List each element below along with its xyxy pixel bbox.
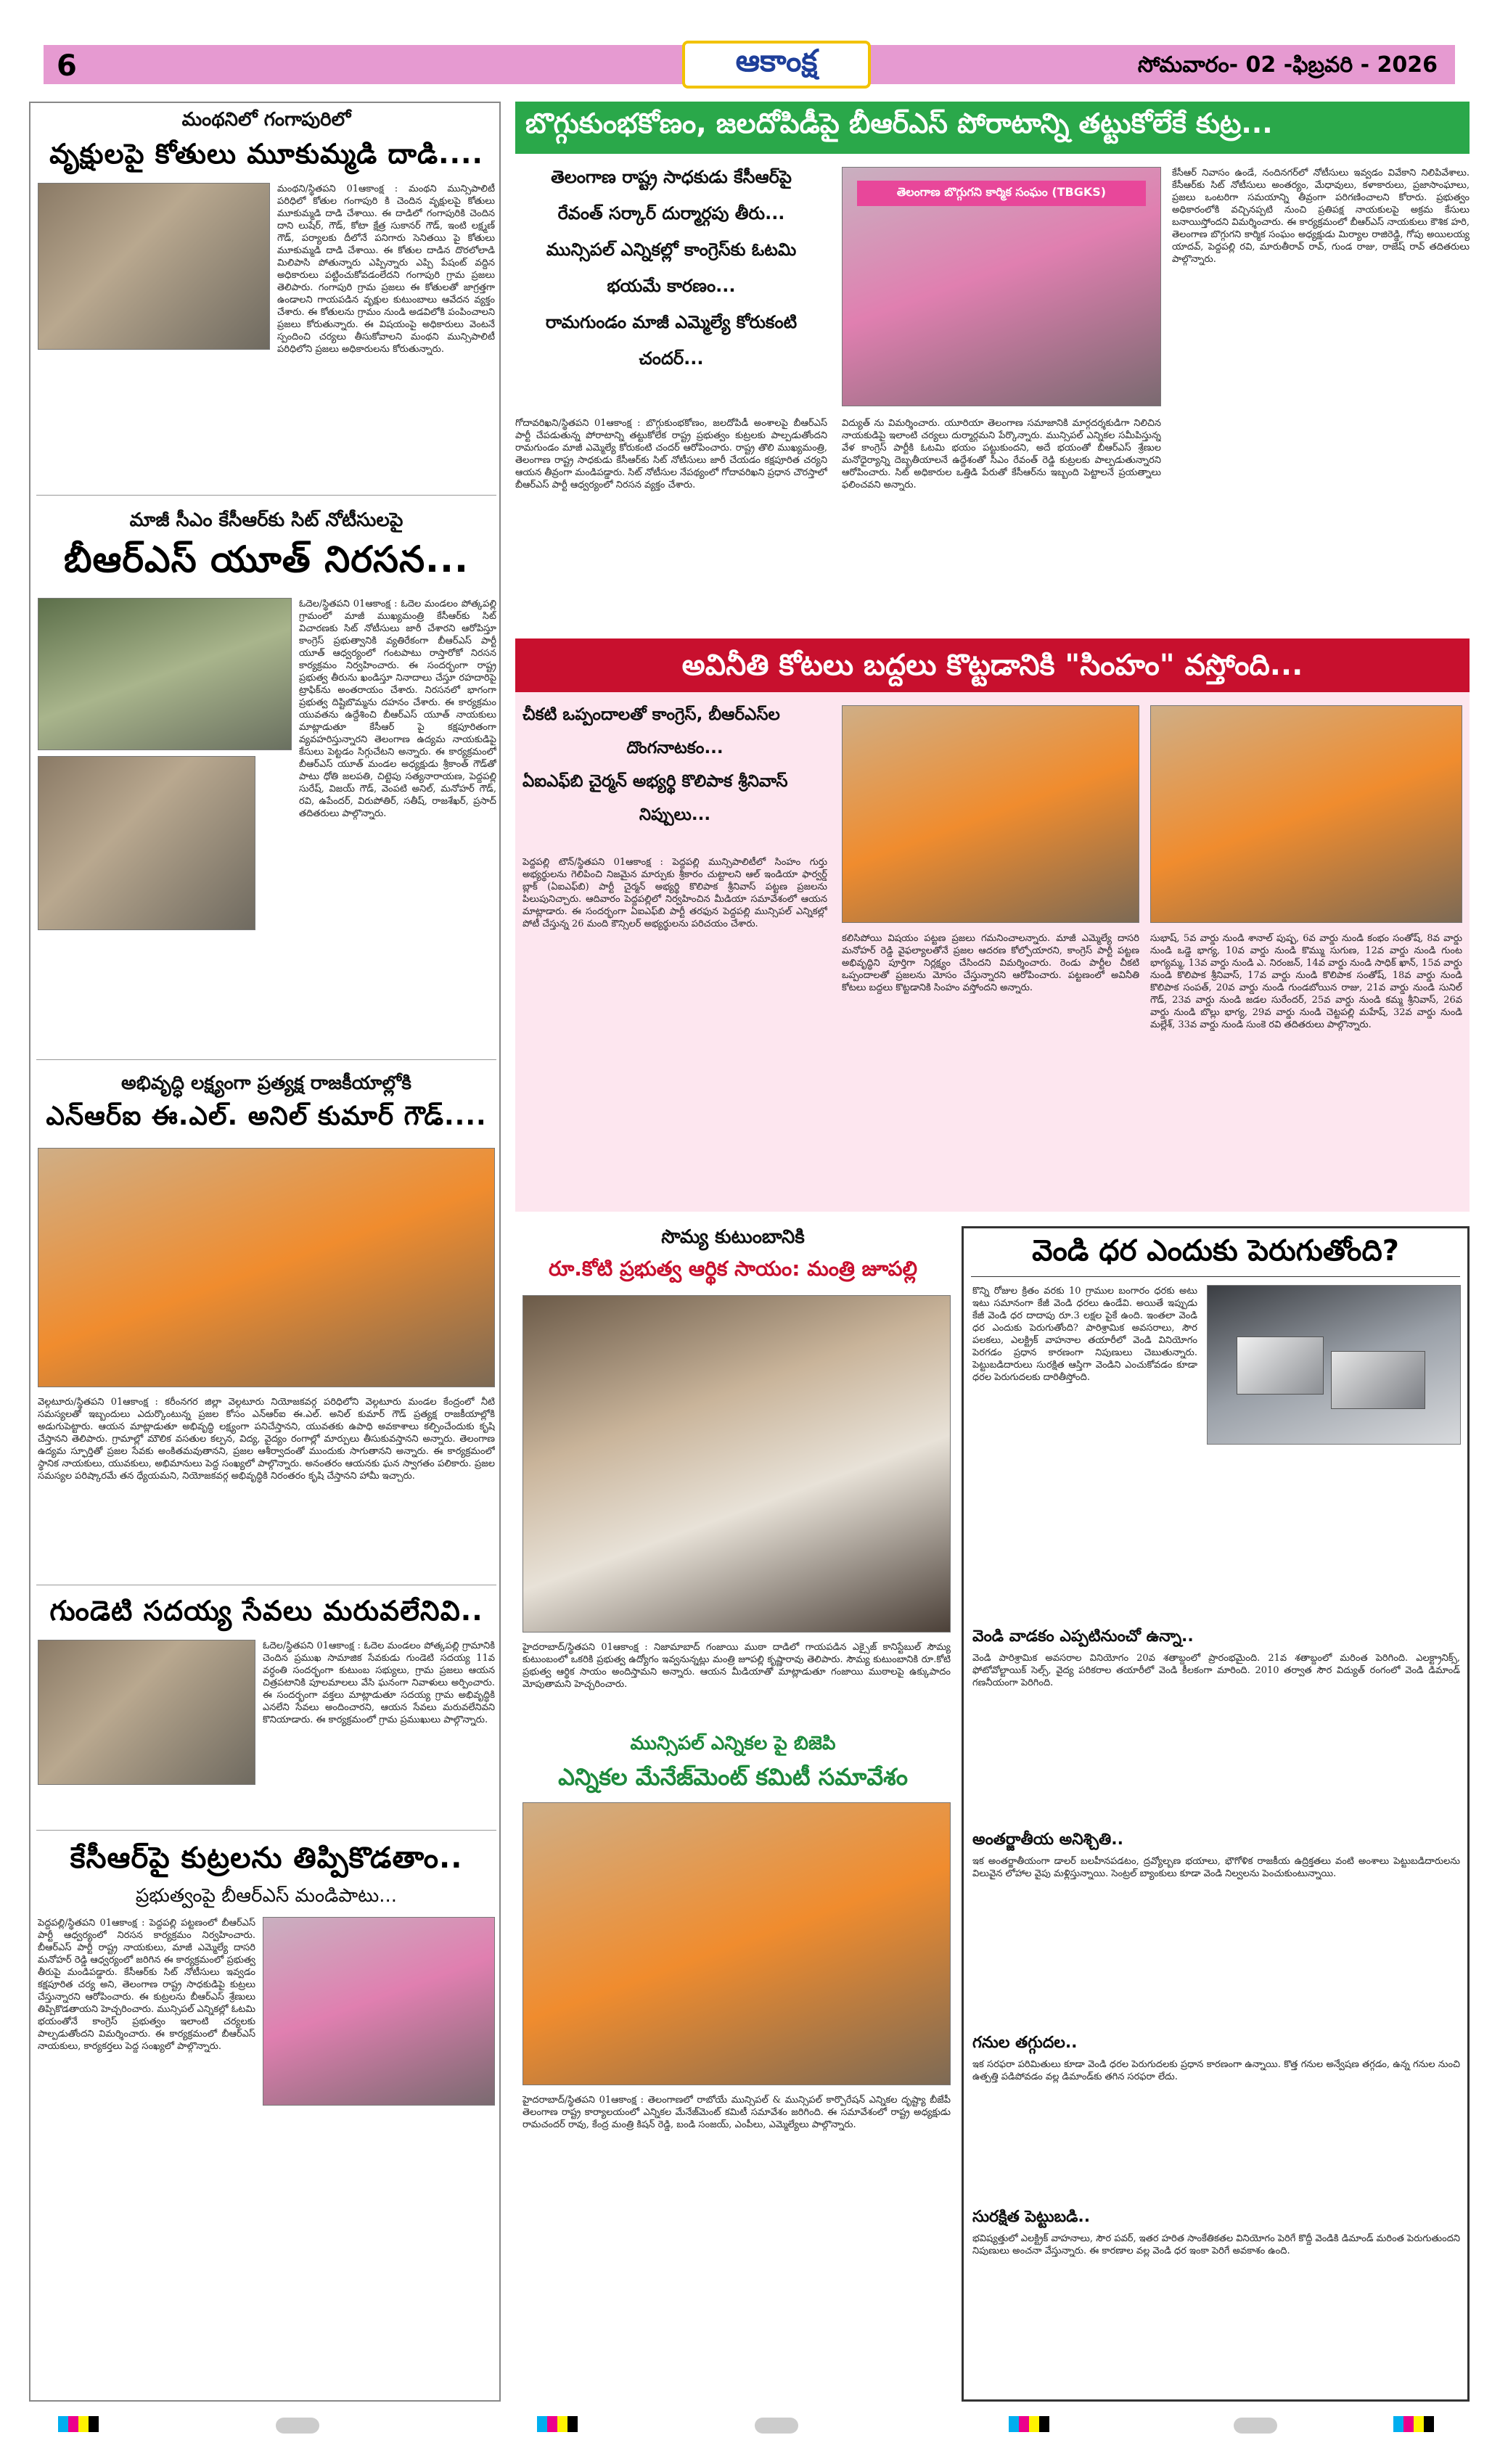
story4-body: ఓదెల/స్థితపని 01ఆకాంక్ష : ఓదెల మండలం పోత్కపల్లి గ్రామానికి చెందిన ప్రముఖ సామాజిక సేవకుడు గుండెటి సదయ్య 11వ వర్ధంతి సందర్భంగా కుటుంబ సభ్యులు, గ్రామ ప్రజలు ఆయన చిత్రపటానికి పూలమాలలు వేసి ఘనంగా నివాళులు అర్పించారు. ఈ సందర్భంగా వక్తలు మాట్లాడుతూ సదయ్య గ్రామ అభివృద్ధికి ఎనలేని సేవలు అందించారని, ఆయన సేవలు మరువలేనివని కొనియాడారు. ఈ కార్యక్రమంలో గ్రామ ప్రముఖులు పాల్గొన్నారు. <box>263 1640 495 1725</box>
middle-line: చీకటి ఒప్పందాలతో కాంగ్రెస్, బీఆర్ఎస్‌ల <box>522 705 780 724</box>
story2-body: ఓదెల/స్థితపని 01ఆకాంక్ష : ఓదెల మండలం పోత్కపల్లి గ్రామంలో మాజీ ముఖ్యమంత్రి కేసీఆర్‌కు సిట్ విచారణకు సిట్ నోటీసులు జారీ చేశారని ఆరోపిస్తూ కాంగ్రెస్ ప్రభుత్వానికి వ్యతిరేకంగా బీఆర్ఎస్ పార్టీ యూత్ ఆధ్వర్యంలో గంటపాటు రాస్తారోకో నిరసన కార్యక్రమం నిర్వహించారు. ఈ సందర్భంగా రాష్ట్ర ప్రభుత్వ తీరును ఖండిస్తూ నినాదాలు చేస్తూ రహదారిపై ట్రాఫిక్‌ను అంతరాయం చేశారు. నిరసనలో భాగంగా ప్రభుత్వ దిష్టిబొమ్మను దహనం చేశారు. ఈ కార్యక్రమం యువతను ఉద్దేశించి బీఆర్ఎస్ యూత్ నాయకులు మాట్లాడుతూ కేసీఆర్ పై కక్షపూరితంగా వ్యవహరిస్తున్నారని తెలంగాణ ఉద్యమ నాయకుడిపై కేసులు పెట్టడం సిగ్గుచేటని అన్నారు. ఈ కార్యక్రమంలో బీఆర్ఎస్ యూత్ మండల అధ్యక్షుడు శ్రీకాంత్ గౌడ్‌తో పాటు ధోతి జలపతి, చిట్టెపు సత్యనారాయణ, పెద్దపల్లి సురేష్, విజయ్ గౌడ్, వెంపటి అనిల్, మనోహర్ గౌడ్, రవి, ఉపేందర్, విరుపోతిర్, సతీష్, రాజశేఖర్, ప్రసాద్ తదితరులు పాల్గొన్నారు. <box>299 599 496 819</box>
story4-photo <box>38 1640 255 1785</box>
silver-bar-shape <box>1237 1336 1324 1395</box>
story3-body: వెల్గటూరు/స్థితపని 01ఆకాంక్ష : కరీంనగర జిల్లా వెల్గటూరు నియోజకవర్గ పరిధిలోని వెల్గటూరు మండల కేంద్రంలో నీటి సమస్యలతో ఇబ్బందులు ఎదుర్కొంటున్న ప్రజల కోసం ఎన్ఆర్ఐ ఈ.ఎల్. అనిల్ కుమార్ గౌడ్ ప్రత్యక్ష రాజకీయాల్లోకి అడుగుపెట్టారు. ఆయన మాట్లాడుతూ అభివృద్ధి లక్ష్యంగా పనిచేస్తానని, యువతకు ఉపాధి అవకాశాలు కల్పించేందుకు కృషి చేస్తానని తెలిపారు. గ్రామాల్లో మౌలిక వసతుల కల్పన, విద్య, వైద్యం రంగాల్లో మార్పులు తీసుకువస్తానని అన్నారు. తెలంగాణ ఉద్యమ స్ఫూర్తితో ప్రజల సేవకు అంకితమవుతానని, ప్రజల ఆశీర్వాదంతో ముందుకు సాగుతానని అన్నారు. ఈ కార్యక్రమంలో స్థానిక నాయకులు, యువకులు, అభిమానులు పెద్ద సంఖ్యలో పాల్గొన్నారు. అనంతరం ఆయనకు ఘన స్వాగతం పలికారు. ప్రజల సమస్యల పరిష్కారమే తన ధ్యేయమని, నియోజకవర్గ అభివృద్ధికి నిరంతరం కృషి చేస్తానని హామీ ఇచ్చారు. <box>38 1397 495 1482</box>
reg-swatch <box>1414 2416 1424 2432</box>
masthead-title: ఆకాంక్ష <box>735 43 818 78</box>
page-date: సోమవారం- 02 -ఫిబ్రవరి - 2026 <box>1137 52 1438 78</box>
top-photo-banner-text: తెలంగాణ బొగ్గుగని కార్మిక సంఘం (TBGKS) <box>857 181 1146 206</box>
masthead-logo <box>682 41 871 89</box>
story2-kicker: మాజీ సీఎం కేసీఆర్‌కు సిట్ నోటీసులపై <box>129 509 403 531</box>
silver-headline: వెండి ధర ఎందుకు పెరుగుతోంది? <box>1032 1234 1399 1268</box>
silver-subhead-2: అంతర్జాతీయ అనిశ్చితి.. <box>972 1831 1123 1849</box>
top-line: రేవంత్ సర్కార్ దుర్మార్గపు తీరు... <box>557 203 785 223</box>
silver-body-5: భవిష్యత్తులో ఎలక్ట్రిక్ వాహనాలు, సౌర పవర్, ఇతర హరిత సాంకేతికతల వినియోగం పెరిగే కొద్దీ వెండికి డిమాండ్ మరింత పెరుగుతుందని నిపుణులు అంచనా వేస్తున్నారు. ఈ కారణాల వల్ల వెండి ధర ఇంకా పెరిగే అవకాశం ఉంది. <box>972 2233 1460 2256</box>
page-number: 6 <box>57 49 77 83</box>
story5-body: పెద్దపల్లి/స్థితపని 01ఆకాంక్ష : పెద్దపల్లి పట్టణంలో బీఆర్ఎస్ పార్టీ ఆధ్వర్యంలో నిరసన కార్యక్రమం నిర్వహించారు. బీఆర్ఎస్ పార్టీ రాష్ట్ర నాయకులు, మాజీ ఎమ్మెల్యే దాసరి మనోహర్ రెడ్డి ఆధ్వర్యంలో జరిగిన ఈ కార్యక్రమంలో ప్రభుత్వ తీరుపై మండిపడ్డారు. కేసీఆర్‌కు సిట్ నోటీసులు ఇవ్వడం కక్షపూరిత చర్య అని, తెలంగాణ రాష్ట్ర సాధకుడిపై కుట్రలు చేస్తున్నారని ఆరోపించారు. ఈ కుట్రలను బీఆర్ఎస్ శ్రేణులు తిప్పికొడతాయని హెచ్చరించారు. మున్సిపల్ ఎన్నికల్లో ఓటమి భయంతోనే కాంగ్రెస్ ప్రభుత్వం ఇలాంటి చర్యలకు పాల్పడుతోందని విమర్శించారు. ఈ కార్యక్రమంలో బీఆర్ఎస్ నాయకులు, కార్యకర్తలు పెద్ద సంఖ్యలో పాల్గొన్నారు. <box>38 1918 255 2052</box>
silver-body-3: ఇక అంతర్జాతీయంగా డాలర్ బలహీనపడటం, ద్రవ్యోల్బణ భయాలు, భౌగోళిక రాజకీయ ఉద్రిక్తతలు వంటి అంశాలు పెట్టుబడిదారులను విలువైన లోహాల వైపు మళ్లిస్తున్నాయి. సెంట్రల్ బ్యాంకులు కూడా వెండి నిల్వలను పెంచుకుంటున్నాయి. <box>972 1856 1460 1879</box>
top-line: తెలంగాణ రాష్ట్ర సాధకుడు కేసీఆర్‌పై <box>551 167 792 187</box>
middle-photo-2 <box>1150 705 1462 923</box>
silver-photo <box>1207 1285 1461 1445</box>
color-registration-mark <box>537 2416 578 2432</box>
middle-photo-1 <box>842 705 1139 923</box>
silver-body-1b <box>1207 1452 1461 1619</box>
story3-photo <box>38 1148 495 1387</box>
reg-swatch <box>78 2416 89 2432</box>
color-registration-mark <box>1393 2416 1434 2432</box>
story2-headline: బీఆర్ఎస్ యూత్ నిరసన... <box>63 538 470 580</box>
color-registration-mark <box>1009 2416 1049 2432</box>
divider <box>36 1059 496 1060</box>
silver-body-2: వెండి పారిశ్రామిక అవసరాల వినియోగం 20వ శతాబ్దంలో ప్రారంభమైంది. 21వ శతాబ్దంలో మరింత పెరిగింది. ఎలక్ట్రానిక్స్, ఫోటోవోల్టాయిక్ సెల్స్, వైద్య పరికరాల తయారీలో వెండి కీలకంగా మారింది. 2010 తర్వాత సౌర విద్యుత్ రంగంలో వెండి డిమాండ్ గణనీయంగా పెరిగింది. <box>972 1653 1460 1688</box>
reg-swatch <box>567 2416 578 2432</box>
divider <box>36 495 496 496</box>
story1-body: మంథని/స్థితపని 01ఆకాంక్ష : మంథని మున్సిపాలిటీ పరిధిలో కోతుల గంగాపురి కి చెందిన వృక్షులపై కోతులు మూకుమ్మడి దాడి చేశాయి. ఈ దాడిలో గంగాపురికి చెందిన దాని లుషేర్, గౌడ్, కోటా క్షేత్ర సుకానర్ గౌడ్, ఇంటి లక్ష్మణ్ గౌడ్, పర్యాలకు దీలోనే పనిగారు సెనితయి పై కోతులు మూకుమ్మడి దాడి చేశాయి. ఈ కోతుల దాడిన దొరలోలాడి మిలిపాసి పోతున్నారు ఎప్పిన్నారు ఎప్పి పేషంట్ వద్దిన అధికారులు పట్టించుకోవడంలేదని గంగాపురి గ్రామ ప్రజలు తెలిపారు. గంగాపురి గ్రామ ప్రజలు ఈ కోతులతో జాగ్రత్తగా ఉండాలని గాయపడిన వృక్షుల కుటుంబాలు ఆవేదన వ్యక్తం చేశారు. ఈ కోతులను గ్రామం నుండి అడవిలోకి పంపించాలని ప్రజలు కోరుతున్నారు. ఈ విషయంపై అధికారులు వెంటనే స్పందించి చర్యలు తీసుకోవాలని మంథని మున్సిపాలిటీ పరిధిలోని ప్రజలు అధికారులను కోరుతున్నారు. <box>277 184 495 355</box>
reg-swatch <box>1403 2416 1414 2432</box>
middle-lines <box>522 705 827 829</box>
divider <box>971 1276 1460 1277</box>
story5-kicker: ప్రభుత్వంపై బీఆర్ఎస్ మండిపాటు... <box>135 1885 398 1907</box>
top-line: చందర్... <box>639 348 704 369</box>
bjp-photo <box>522 1802 951 2085</box>
reg-swatch <box>1424 2416 1434 2432</box>
left-column <box>29 102 501 2402</box>
story1-headline: వృక్షులపై కోతులు మూకుమ్మడి దాడి.... <box>49 138 483 170</box>
middle-body-c: సుభాష్, 5వ వార్డు నుండి శానాల్ పుష్ప, 6వ వార్డు నుండి కంభం సంతోష్, 8వ వార్డు నుండి ఒడ్డె భాగ్య, 10వ వార్డు నుండి కొమ్ము సుగుణ, 12వ వార్డు నుండి గుంట భాగ్యమ్మ, 13వ వార్డు నుండి ఎ. నిరంజన్, 14వ వార్డు నుండి సాధిక్ ఖాన్, 15వ వార్డు నుండి కొలిపాక శ్రీనివాస్, 17వ వార్డు నుండి కొలిపాక సంతోష్, 18వ వార్డు నుండి కొలిపాక సంపత్, 20వ వార్డు నుండి గుండబోయిన రాజు, 21వ వార్డు నుండి సునిల్ గౌడ్, 23వ వార్డు నుండి జడల సురేందర్, 25వ వార్డు నుండి కమ్మ శ్రీనివాస్, 26వ వార్డు నుండి బొల్లు భాగ్య, 29వ వార్డు నుండి చెట్టపల్లి మహేష్, 32వ వార్డు నుండి మల్లేశ్, 33వ వార్డు నుండి సుంకె రవి తదితరులు పాల్గొన్నారు. <box>1150 933 1462 1030</box>
silver-body-4: ఇక సరఫరా పరిమితులు కూడా వెండి ధరల పెరుగుదలకు ప్రధాన కారణంగా ఉన్నాయి. కొత్త గనుల అన్వేషణ తగ్గడం, ఉన్న గనుల నుంచి ఉత్పత్తి పడిపోవడం వల్ల డిమాండ్‌కు తగిన సరఫరా లేదు. <box>972 2059 1460 2082</box>
top-banner: బొగ్గుకుంభకోణం, జలదోపిడీపై బీఆర్ఎస్ పోరాటాన్ని తట్టుకోలేకే కుట్ర... <box>515 102 1470 154</box>
bjp-kicker: మున్సిపల్ ఎన్నికల పై బిజెపి <box>630 1733 836 1754</box>
story5-photo <box>263 1917 495 2106</box>
top-body-a: గోదావరిఖని/స్థితపని 01ఆకాంక్ష : బొగ్గుకుంభకోణం, జలదోపిడీ అంశాలపై బీఆర్ఎస్ పార్టీ చేపడుతున్న పోరాటాన్ని తట్టుకోలేక రాష్ట్ర ప్రభుత్వం కుట్రలకు పాల్పడుతోందని రామగుండం మాజీ ఎమ్మెల్యే కోరుకంటి చందర్ ఆరోపించారు. రాష్ట్ర తొలి ముఖ్యమంత్రి, తెలంగాణ రాష్ట్ర సాధకుడు కేసీఆర్‌కు సిట్ నోటీసులు జారీ చేయడం కక్షపూరిత చర్యని ఆయన తీవ్రంగా మండిపడ్డారు. సిట్ నోటీసుల నేపథ్యంలో గోదావరిఖని ప్రధాన చౌరస్తాలో బీఆర్ఎస్ పార్టీ ఆధ్వర్యంలో నిరసన వ్యక్తం చేశారు. <box>515 418 827 490</box>
middle-body-a: పెద్దపల్లి టౌన్/స్థితపని 01ఆకాంక్ష : పెద్దపల్లి మున్సిపాలిటీలో సింహం గుర్తు అభ్యర్థులను గెలిపించి నిజమైన మార్పుకు శ్రీకారం చుట్టాలని ఆల్ ఇండియా ఫార్వర్డ్ బ్లాక్ (ఏఐఎఫ్‌బి) పార్టీ చైర్మన్ అభ్యర్థి కొలిపాక శ్రీనివాస్ పట్టణ ప్రజలను పిలుపునిచ్చారు. ఆదివారం పెద్దపల్లిలో నిర్వహించిన మీడియా సమావేశంలో ఆయన మాట్లాడారు. ఈ సందర్భంగా ఏఐఎఫ్‌బి పార్టీ తరఫున పెద్దపల్లి మున్సిపల్ ఎన్నికల్లో పోటీ చేస్తున్న 26 మంది కౌన్సిలర్ అభ్యర్థులను పరిచయం చేశారు. <box>522 857 827 929</box>
silver-subhead-4: సురక్షిత పెట్టుబడి.. <box>972 2208 1091 2226</box>
middle-story-box <box>515 638 1470 1212</box>
story1-photo <box>38 183 270 350</box>
reg-swatch <box>557 2416 567 2432</box>
top-line: రామగుండం మాజీ ఎమ్మెల్యే కోరుకంటి <box>545 312 798 332</box>
middle-banner: అవినీతి కోటలు బద్దలు కొట్టడానికి "సింహం" వస్తోంది... <box>515 638 1470 692</box>
silver-body-1: కొన్ని రోజుల క్రితం వరకు 10 గ్రాముల బంగారం ధరకు అటు ఇటు సమానంగా కేజీ వెండి ధరలు ఉండేవి. అయితే ఇప్పుడు కేజీ వెండి ధర దాదాపు రూ.3 లక్షల పైకే ఉంది. ఇంతలా వెండి ధర ఎందుకు పెరుగుతోంది? పారిశ్రామిక అవసరాలు, సౌర పలకలు, ఎలక్ట్రిక్ వాహనాల తయారీలో వెండి వినియోగం పెరగడం ప్రధాన కారణంగా నిపుణులు చెబుతున్నారు. పెట్టుబడిదారులు సురక్షిత ఆస్తిగా వెండిని ఎంచుకోవడం కూడా ధరల పెరుగుదలకు దారితీస్తోంది. <box>972 1286 1197 1383</box>
top-photo <box>842 167 1161 406</box>
reg-swatch <box>1393 2416 1403 2432</box>
reg-swatch <box>89 2416 99 2432</box>
bjp-headline: ఎన్నికల మేనేజ్‌మెంట్ కమిటీ సమావేశం <box>558 1763 908 1791</box>
top-line: మున్సిపల్ ఎన్నికల్లో కాంగ్రెస్‌కు ఓటమి <box>546 239 797 260</box>
silver-bar-shape <box>1331 1351 1425 1409</box>
story1-kicker: మంథనిలో గంగాపురిలో <box>181 109 351 131</box>
divider <box>36 1830 496 1831</box>
middle-line: నిప్పులు... <box>639 805 711 824</box>
silver-box <box>962 1226 1470 2402</box>
middle-line: ఏఐఎఫ్‌బి చైర్మన్ అభ్యర్థి కొలిపాక శ్రీనివాస్ <box>522 772 788 791</box>
reg-swatch <box>68 2416 78 2432</box>
color-registration-mark <box>58 2416 99 2432</box>
minister-photo <box>522 1295 951 1633</box>
reg-swatch <box>537 2416 547 2432</box>
registration-oval <box>1234 2418 1277 2434</box>
reg-swatch <box>1029 2416 1039 2432</box>
reg-swatch <box>1019 2416 1029 2432</box>
registration-oval <box>276 2418 319 2434</box>
silver-subhead-1: వెండి వాడకం ఎప్పటినుంచో ఉన్నా.. <box>972 1627 1194 1646</box>
middle-body-b: కలిసిపోయి విషయం పట్టణ ప్రజలు గమనించాలన్నారు. మాజీ ఎమ్మెల్యే దాసరి మనోహర్ రెడ్డి వైఫల్యాలతోనే ప్రజల ఆదరణ కోల్పోయారని, కాంగ్రెస్ పార్టీ పట్టణ అభివృద్ధిని పూర్తిగా నిర్లక్ష్యం చేసిందని విమర్శించారు. రెండు పార్టీల చీకటి ఒప్పందాలతో ప్రజలను మోసం చేస్తున్నారని ఆరోపించారు. పట్టణంలో అవినీతి కోటలు బద్దలు కొట్టడానికి సింహం వస్తోందని అన్నారు. <box>842 933 1139 993</box>
reg-swatch <box>547 2416 557 2432</box>
top-lines <box>515 167 827 406</box>
reg-swatch <box>1039 2416 1049 2432</box>
minister-kicker: సొమ్య కుటుంబానికి <box>661 1226 805 1248</box>
story2-photo-1 <box>38 598 292 750</box>
story4-headline: గుండెటి సదయ్య సేవలు మరువలేనివి.. <box>49 1595 483 1627</box>
registration-strip <box>29 2416 1470 2438</box>
story5-headline: కేసీఆర్‌పై కుట్రలను తిప్పికొడతాం.. <box>70 1841 463 1875</box>
top-body-c: కేసీఆర్ నివాసం ఉండే, నందినగర్‌లో నోటీసులు ఇవ్వడం వివేకాని నిలిపివేశాలు. కేసీఆర్‌కు సిట్ నోటీసులు అంతర్యం, మేధావులు, కళాకారులు, ప్రజాసాంఘాలు, ప్రజలు ఒంటరిగా సమయాన్ని తీవ్రంగా పరిగణించాలని కోరారు. ప్రభుత్వం అధికారంలోకి వచ్చినప్పటి నుంచి ప్రతిపక్ష నాయకులపై అక్రమ కేసులు బనాయిస్తోందని విమర్శించారు. ఈ కార్యక్రమంలో బీఆర్ఎస్ నాయకులు కౌశిక హరి, తెలంగాణ బొగ్గుగని కార్మిక సంఘం అధ్యక్షుడు మిర్యాల రాజిరెడ్డి, గోపు అయిలయ్య యాదవ్, పెద్దపల్లి రవి, మారుతీరావ్ రావ్, గుండ రాజు, రాజేష్ రావ్ తదితరులు పాల్గొన్నారు. <box>1172 168 1470 265</box>
reg-swatch <box>58 2416 68 2432</box>
minister-body: హైదరాబాద్/స్థితపని 01ఆకాంక్ష : నిజామాబాద్ గంజాయి ముఠా దాడిలో గాయపడిన ఎక్సైజ్ కానిస్టేబుల్ సౌమ్య కుటుంబంలో ఒకరికి ప్రభుత్వ ఉద్యోగం ఇవ్వనున్నట్లు మంత్రి జూపల్లి కృష్ణారావు తెలిపారు. సౌమ్య కుటుంబానికి రూ.కోటి ప్రభుత్వ ఆర్థిక సాయం అందిస్తామని అన్నారు. ఆయన మీడియాతో మాట్లాడుతూ గంజాయి ముఠాలపై ఉక్కుపాదం మోపుతామని హెచ్చరించారు. <box>522 1642 951 1690</box>
bjp-body: హైదరాబాద్/స్థితపని 01ఆకాంక్ష : తెలంగాణలో రాబోయే మున్సిపల్ & మున్సిపల్ కార్పొరేషన్ ఎన్నికల దృష్ట్యా బీజేపీ తెలంగాణ రాష్ట్ర కార్యాలయంలో ఎన్నికల మేనేజ్‌మెంట్ కమిటీ సమావేశం జరిగింది. ఈ సమావేశంలో రాష్ట్ర అధ్యక్షుడు రామచందర్ రావు, కేంద్ర మంత్రి కిషన్ రెడ్డి, బండి సంజయ్, ఎంపీలు, ఎమ్మెల్యేలు పాల్గొన్నారు. <box>522 2095 951 2130</box>
top-line: భయమే కారణం... <box>607 276 736 296</box>
registration-oval <box>755 2418 798 2434</box>
middle-line: దొంగనాటకం... <box>626 739 724 757</box>
minister-headline: రూ.కోటి ప్రభుత్వ ఆర్థిక సాయం: మంత్రి జూపల్లి <box>548 1257 918 1281</box>
silver-subhead-3: గనుల తగ్గుదల.. <box>972 2034 1078 2052</box>
story2-photo-2 <box>38 756 255 930</box>
reg-swatch <box>1009 2416 1019 2432</box>
page-header <box>44 45 1455 84</box>
top-body-b: విద్యుత్ ను విమర్శించారు. యూరియా తెలంగాణ సమాజానికి మార్గదర్శకుడిగా నిలిచిన నాయకుడిపై ఇలాంటి చర్యలు దుర్మార్గమని పేర్కొన్నారు. మున్సిపల్ ఎన్నికల సమీపిస్తున్న వేళ కాంగ్రెస్ పార్టీకి ఓటమి భయం పట్టుకుందని, అదే భయంతో బీఆర్ఎస్ శ్రేణుల మనోధైర్యాన్ని దెబ్బతీయాలనే ఉద్దేశంతో సీఎం రేవంత్ రెడ్డి కుట్రలకు పాల్పడుతున్నారని ఆరోపించారు. సిట్ అధికారుల ఒత్తిడి పేరుతో కేసీఆర్‌ను ఇబ్బంది పెట్టాలనే ప్రయత్నాలు ఫలించవని అన్నారు. <box>842 418 1161 490</box>
story3-kicker: అభివృద్ధి లక్ష్యంగా ప్రత్యక్ష రాజకీయాల్లోకి <box>121 1072 411 1094</box>
story3-headline: ఎన్ఆర్ఐ ఈ.ఎల్. అనిల్ కుమార్ గౌడ్.... <box>46 1101 487 1131</box>
